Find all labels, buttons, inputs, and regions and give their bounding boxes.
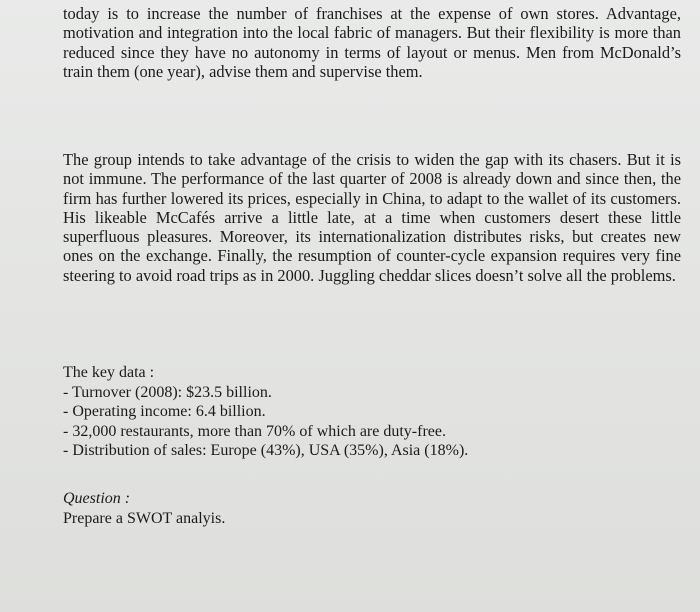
key-data-item-turnover: - Turnover (2008): $23.5 billion. (63, 383, 272, 401)
key-data-item-sales-distribution: - Distribution of sales: Europe (43%), USA (35%), Asia (18%). (63, 442, 469, 460)
paragraph-franchises: today is to increase the number of franchises at the expense of own stores. Advantage, motivation and integration into the local fabric of managers. But their flexibility is more than reduced since they have no autonomy in terms of layout or menus. Men from McDonald’s train them (one year), advise them and supervise them. (63, 4, 681, 81)
paragraph-crisis: The group intends to take advantage of the crisis to widen the gap with its chasers. But it is not immune. The performance of the last quarter of 2008 is already down and since then, the firm has further lowered its prices, especially in China, to adapt to the wallet of its customers. His likeable McCafés arrive a little late, at a time when customers desert these little superfluous pleasures. Moreover, its internationalization distributes risks, but creates new ones on the exchange. Finally, the resumption of counter-cycle expansion requires very fine steering to avoid road trips as in 2000. Juggling cheddar slices doesn’t solve all the problems. (63, 150, 681, 285)
key-data-heading: The key data : (63, 364, 155, 381)
question-section (63, 489, 463, 529)
key-data-item-restaurants: - 32,000 restaurants, more than 70% of which are duty-free. (63, 422, 446, 440)
question-text: Prepare a SWOT analyis. (63, 510, 226, 527)
question-label: Question : (63, 490, 131, 507)
key-data-list (63, 363, 663, 461)
key-data-item-operating-income: - Operating income: 6.4 billion. (63, 403, 266, 421)
